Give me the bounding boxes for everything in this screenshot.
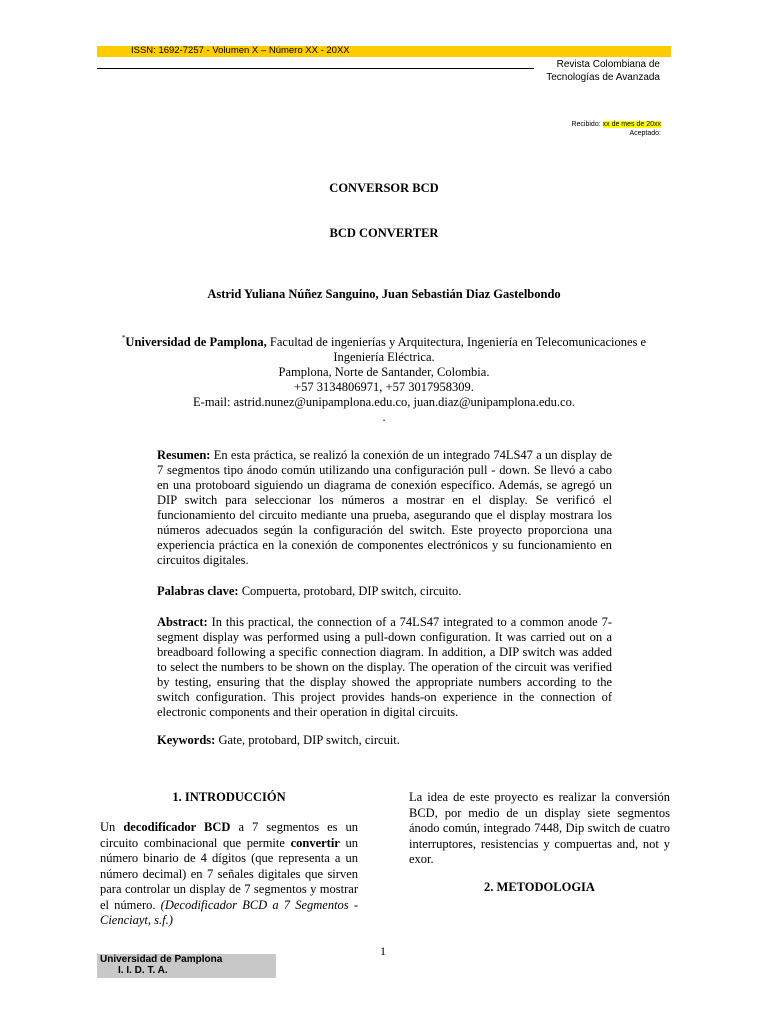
page-number: 1 (380, 944, 386, 958)
affiliation-university: Universidad de Pamplona, (125, 335, 267, 349)
accepted-line: Aceptado: (629, 130, 661, 137)
received-accepted-block (571, 120, 661, 138)
title-spanish: CONVERSOR BCD (329, 181, 439, 195)
keywords-paragraph (157, 733, 612, 748)
intro-heading: 1. INTRODUCCIÓN (172, 790, 286, 804)
resumen-label: Resumen: (157, 448, 211, 462)
intro-text-2: a 7 segmentos es un circuito combinacional que permite (100, 820, 359, 850)
intro-paragraph (100, 820, 358, 929)
journal-name (546, 58, 660, 84)
affiliation (120, 331, 648, 425)
authors: Astrid Yuliana Núñez Sanguino, Juan Sebastián Diaz Gastelbondo (207, 287, 561, 301)
received-value: xx de mes de 20xx (602, 121, 661, 128)
abstract-text: In this practical, the connection of a 74LS47 integrated to a common anode 7-segment display was performed using a pull-down configuration. It was carried out on a breadboard following a specific connection diagram. In addition, a DIP switch was added to select the numbers to be shown on the display. The operation of the circuit was verified by testing, ensuring that the display showed the appropriate numbers according to the switch configuration. This project provides hands-on experience in the connection of electronic components and their operation in digital circuits. (157, 615, 612, 719)
affiliation-phones: +57 3134806971, +57 3017958309. (294, 380, 474, 394)
affiliation-faculty: Facultad de ingenierías y Arquitectura, Ingeniería en Telecomunicaciones e Ingeniería Eléctrica. (266, 335, 647, 364)
resumen-text: En esta práctica, se realizó la conexión de un integrado 74LS47 a un display de 7 segmentos tipo ánodo común utilizando una configuración pull - down. Se llevó a cabo en una protoboard siguiendo un diagrama de conexión específico. Además, se agregó un DIP switch para seleccionar los números a mostrar en el display. Se verificó el funcionamiento del circuito mediante una prueba, asegurando que el display mostrara los números adecuados según la configuración del switch. Este proyecto proporciona una experiencia práctica en la conexión de componentes electrónicos y su funcionamiento en circuitos digitales. (157, 448, 612, 567)
received-line (571, 120, 661, 129)
affiliation-emails: E-mail: astrid.nunez@unipamplona.edu.co, juan.diaz@unipamplona.edu.co. (193, 395, 575, 409)
footer-institute: I. I. D. T. A. (118, 965, 168, 976)
metodologia-heading: 2. METODOLOGIA (484, 880, 595, 894)
affiliation-dot: . (382, 410, 386, 424)
palabras-clave-paragraph (157, 584, 612, 599)
abstract-paragraph (157, 615, 612, 720)
issn-line: ISSN: 1692-7257 - Volumen X – Número XX - 20XX (131, 45, 350, 56)
received-label: Recibido: (571, 121, 603, 128)
footer-university: Universidad de Pamplona (100, 954, 223, 965)
affiliation-marker: * (121, 334, 126, 342)
intro-citation: (Decodificador BCD a 7 Segmentos - Cienciayt, s.f.) (100, 897, 358, 927)
resumen-paragraph (157, 448, 612, 568)
affiliation-line1 (120, 331, 648, 365)
journal-name-line2: Tecnologías de Avanzada (546, 72, 660, 83)
header-rule (97, 68, 534, 69)
keywords-label: Keywords: (157, 733, 216, 747)
intro-bold-2: convertir (290, 835, 340, 850)
journal-name-line1: Revista Colombiana de (556, 59, 660, 70)
palabras-clave-label: Palabras clave: (157, 584, 239, 598)
keywords-text: Gate, protobard, DIP switch, circuit. (215, 733, 400, 747)
affiliation-location: Pamplona, Norte de Santander, Colombia. (278, 365, 490, 379)
intro-text-3: un número binario de 4 dígitos (que representa a un número decimal) en 7 señales digitales que sirven para controlar un display de 7 segmentos y mostrar el número. (100, 835, 358, 912)
project-idea-paragraph: La idea de este proyecto es realizar la conversión BCD, por medio de un display siete segmentos ánodo común, integrado 7448, Dip switch de cuatro interruptores, resistencias y compuertas and, not y exor. (409, 790, 670, 866)
title-english: BCD CONVERTER (329, 226, 439, 240)
intro-text-1: Un (100, 820, 124, 834)
palabras-clave-text: Compuerta, protobard, DIP switch, circuito. (238, 584, 462, 598)
intro-bold-1: decodificador BCD (123, 820, 231, 834)
abstract-label: Abstract: (157, 615, 208, 629)
